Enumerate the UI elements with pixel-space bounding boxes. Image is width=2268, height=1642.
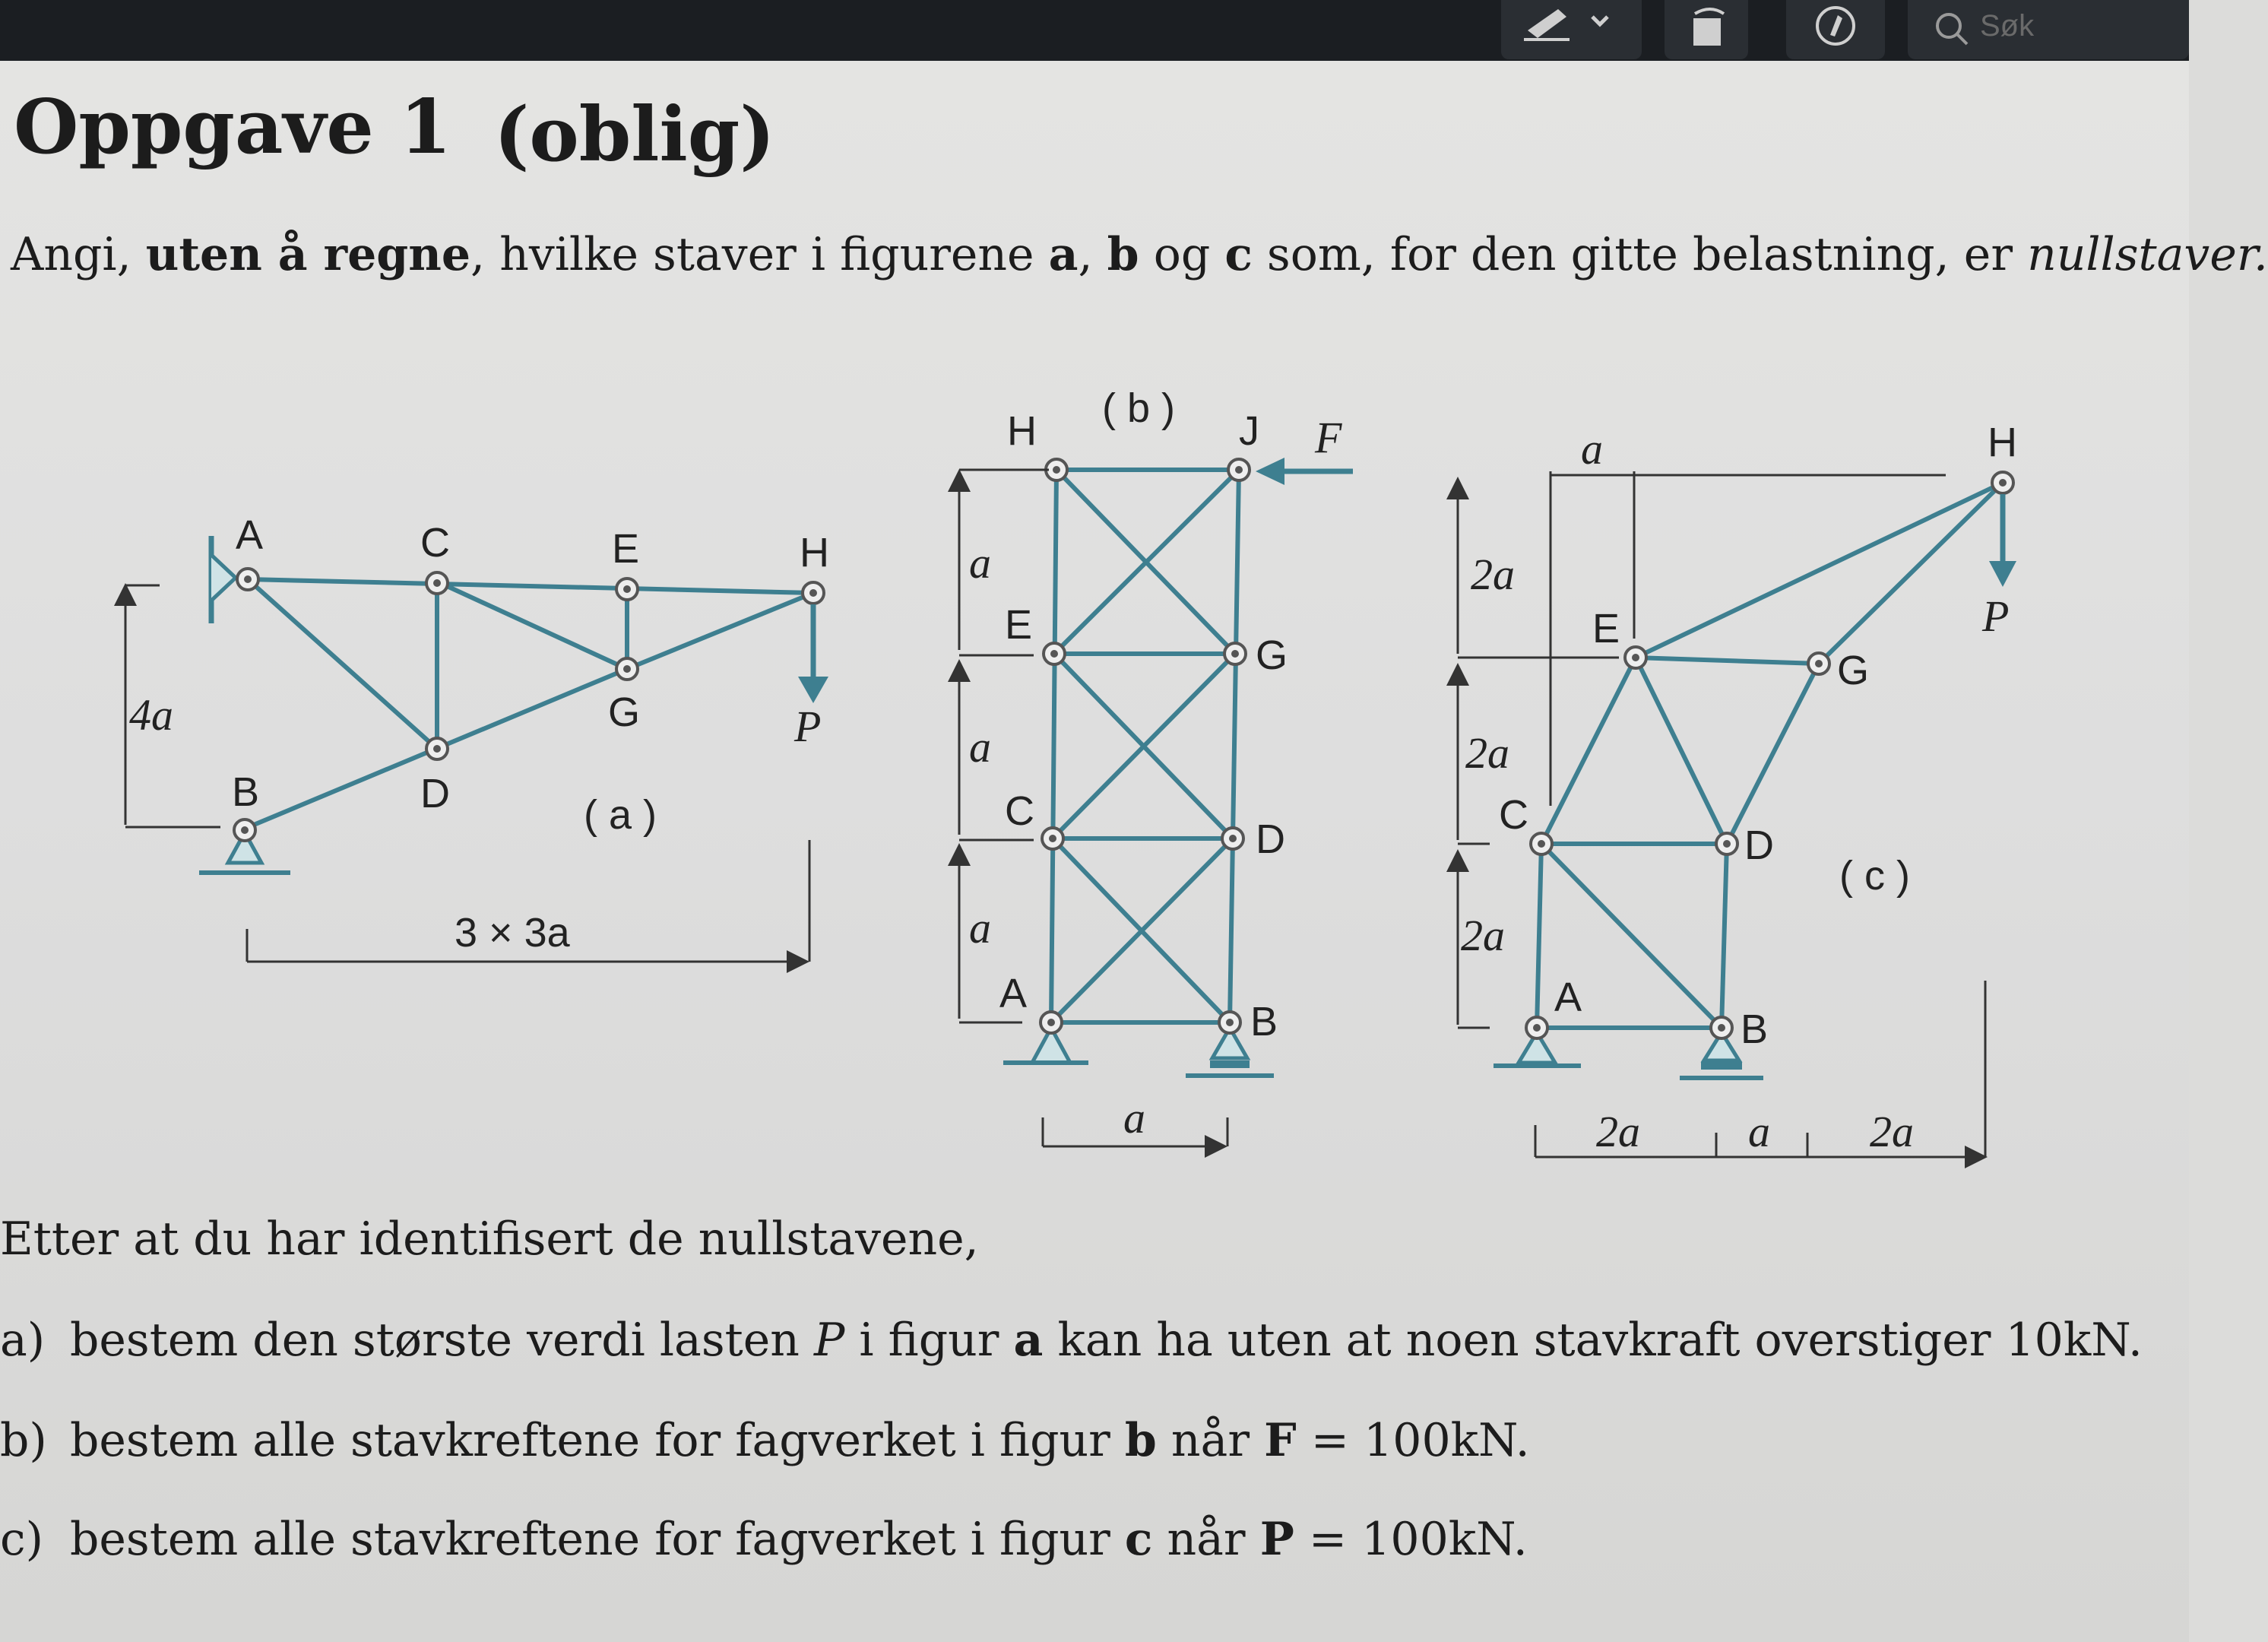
figure-a (125, 512, 829, 962)
figure-a-members (245, 579, 813, 829)
fig-a-label-A: A (236, 512, 264, 558)
fig-b-label-J: J (1239, 408, 1259, 454)
fig-b-label-G: G (1256, 632, 1288, 678)
fig-b-dim-1: a (969, 538, 991, 588)
fig-b-dim-3: a (969, 903, 991, 953)
fig-c-width-2: a (1748, 1107, 1770, 1156)
figure-b (959, 385, 1353, 1146)
closing-paragraph: Etter at du har identifisert de nullstavene, (0, 1212, 979, 1266)
figure-c-members (1537, 483, 2003, 1028)
fig-b-label-H: H (1007, 408, 1037, 454)
fig-b-dim-2: a (969, 722, 991, 772)
question-b: b) bestem alle stavkreftene for fagverket i figur b når F = 100kN. (0, 1414, 1530, 1467)
page-title: Oppgave 1 (14, 84, 452, 171)
fig-c-caption: ( c ) (1839, 853, 1910, 899)
fig-c-label-E: E (1592, 606, 1620, 651)
figure-c (1458, 420, 2017, 1157)
fig-c-label-B: B (1741, 1006, 1769, 1052)
fig-a-label-H: H (800, 530, 829, 575)
fig-b-label-B: B (1250, 999, 1278, 1044)
fig-b-label-D: D (1256, 816, 1285, 862)
question-c: c) bestem alle stavkreftene for fagverket i figur c når P = 100kN. (0, 1513, 1528, 1566)
search-label: Søk (1980, 9, 2035, 43)
fig-b-width-dim: a (1123, 1093, 1145, 1143)
fig-a-label-G: G (608, 689, 641, 735)
fig-b-label-E: E (1005, 602, 1033, 648)
fig-c-label-H: H (1988, 420, 2017, 465)
fig-a-height-dim: 4a (129, 690, 173, 740)
fig-b-label-A: A (999, 971, 1028, 1016)
fig-a-label-B: B (232, 769, 260, 815)
intro-paragraph: Angi, uten å regne, hvilke staver i figurene a, b og c som, for den gitte belastning, er nullstaver. (11, 228, 2268, 281)
fig-c-top-dim: a (1581, 424, 1603, 474)
figure-a-nodes (234, 569, 824, 841)
figure-b-members (1051, 470, 1239, 1022)
fig-c-label-A: A (1554, 975, 1582, 1020)
page-title-tag: (oblig) (494, 91, 775, 179)
fig-a-width-dim: 3 × 3a (455, 910, 570, 956)
fig-a-label-D: D (420, 771, 450, 816)
fig-b-load-label: F (1315, 413, 1342, 462)
fig-c-width-1: 2a (1596, 1107, 1640, 1156)
fig-b-label-C: C (1005, 788, 1034, 834)
fig-c-width-3: 2a (1870, 1107, 1914, 1156)
fig-a-caption: ( a ) (584, 792, 657, 838)
fig-a-label-E: E (612, 526, 640, 572)
fig-c-height-2: 2a (1465, 728, 1509, 778)
fig-c-height-1: 2a (1471, 550, 1515, 599)
fig-c-label-G: G (1837, 648, 1870, 693)
fig-c-height-3: 2a (1461, 911, 1505, 960)
fig-c-load-label: P (1982, 591, 2010, 641)
fig-a-load-label: P (794, 702, 822, 751)
fig-a-label-C: C (420, 520, 450, 566)
question-a: a) bestem den største verdi lasten P i figur a kan ha uten at noen stavkraft overstiger 10kN. (0, 1314, 2143, 1367)
fig-b-caption: ( b ) (1102, 385, 1176, 431)
fig-c-label-C: C (1499, 792, 1528, 838)
fig-c-label-D: D (1744, 823, 1774, 868)
